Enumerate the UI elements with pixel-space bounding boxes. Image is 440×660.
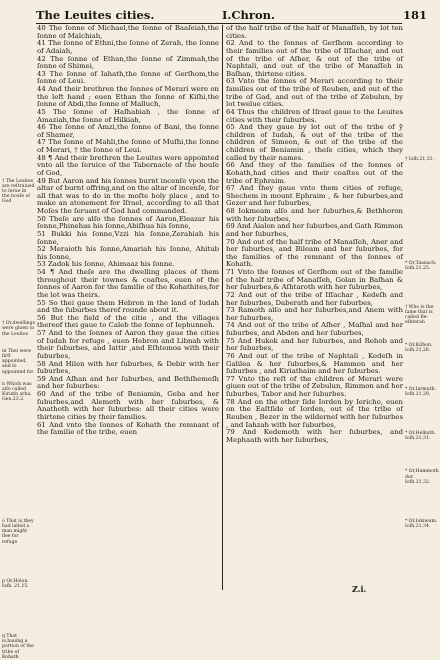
verse: 69 And Aialon and her ſuburbes,and Gath Rimmon and her ſuburbes, [226,222,403,238]
verse: 48 ¶ And their brethren the Leuites were appointed vnto all the ſeruice of the Tabernacle of the houſe of God, [37,153,219,177]
verse: 47 The ſonne of Mahli,the ſonne of Muſhi,the ſonne of Merari, † the ſonne of Leui. [37,138,219,154]
verse: 41 The ſonne of Ethni,the ſonne of Zerah, the ſonne of Adaiah, [37,39,219,55]
verse: 42 The ſonne of Ethan,the ſonne of Zimmah,the ſonne of Shimei, [37,54,219,71]
verse: 40 The ſonne of Michael,the ſonne of Baaſeiah,the ſonne of Malchiah, [37,24,219,40]
margin-note: n Which was alſo called Kiriath arba. Gen.23,2. [2,381,32,403]
right-margin-notes [405,25,439,595]
verse: 66 And they of the families of the ſonnes of Kohath,had cities and their coaſtes out of the tribe of Ephraim. [226,161,403,185]
verse: 70 And out of the half tribe of Manaſſeh, Aner and her ſuburbes, and Bileam and her ſuburbes, for the families of the remnant of the ſonnes of Kohath. [226,237,403,269]
verse: 53 Zadok his ſonne, Ahimaaz his ſonne. [37,260,175,269]
verse: 71 Vnto the ſonnes of Gerſhom out of the familie of the half tribe of Manaſſeh, Golan in Baſhan & her ſuburbes,& Aſhtaroth with her ſuburbes, [226,268,403,292]
verse: 62 And to the ſonnes of Gerſhom according to their families out of the tribe of Iſſachar, and out of the tribe of Aſher, & out of the tribe of Naphtali, and out of the tribe of Manaſſeh in Baſhan, thirtene cities. [226,39,403,78]
verse: of the half tribe of the half of Manaſſeh, by lot ten cities. [226,24,403,40]
verse: 73 Ramoth alſo and her ſuburbes,and Anem with her ſuburbes, [226,306,403,322]
margin-note: * Or,Helkath. Ioſh.21,31. [405,430,436,442]
verse: 55 So thei gaue them Hebron in the land of Iudah and the ſuburbes therof rounde about it. [37,298,219,315]
left-text-column [37,25,219,437]
margin-note: * Or,Iokneam. Ioſh.21,34. [405,518,438,529]
signature-mark: Z.i. [352,584,367,594]
verse: 57 And to the ſonnes of Aaron they gaue the cities of Iudah for refuge , euen Hebron and Libnah with their ſuburbes, and Iattir ,and Eſhtemoa with their ſuburbes, [37,329,219,360]
margin-note: m Thei were firſt appointed, and ſo appointed for [2,348,34,375]
verse: 50 Theſe are alſo the ſonnes of Aaron,Eleazar his ſonne,Phinehas his ſonne,Abiſhua his ſonne, [37,214,219,231]
margin-note: † Who is the ſame that is called Be-eſhterah [405,304,434,326]
verse: 58 And Hilen with her ſuburbes, & Debir with her ſuburbes, [37,359,219,376]
verse: 59 And Aſhan and her ſuburbes, and Bethſhemeſh and her ſuburbes: [37,374,219,391]
verse: 65 And they gaue by lot out of the tribe of ỹ children of Iudah, & out of the tribe of the children of Simeon, & out of the tribe of the children of Beniamin , theſe cities, which they called by their names. [226,123,403,162]
verse: 68 Iokmeam alſo and her ſuburbes,& Bethhoron with her ſuburbes, [226,207,403,223]
margin-note: * Or,Kiſhon. Ioſh.21,28. [405,343,433,354]
margin-note: † Ioſh.21,21. [405,156,435,162]
column-rule [222,25,223,590]
margin-note: † Or,dwellings were giuen to the Leuites [2,321,35,337]
verse: 46 The ſonne of Amzi,the ſonne of Bani, the ſonne of Shamer, [37,123,219,139]
verse: 63 Vnto the ſonnes of Merari according to their families out of the tribe of Reuben, and out of the tribe of Gad, and out of the tribe of Zebulun, by lot twelue cities. [226,77,403,109]
margin-note: * Or,Iarmuth. Ioſh.21,29. [405,387,437,398]
verse: 51 Bukki his ſonne,Vzzi his ſonne,Zerahiah his ſonne, [37,229,219,246]
verse: 45 The ſonne of Haſhabiah , the ſonne of Amaziah,the ſonne of Hilkiah, [37,107,219,124]
margin-note: * Or,Hammoth dor. Ioſh.21,32. [405,469,439,485]
margin-note: q That is,hauing a portion of the tribe of Kohath [2,633,34,660]
page-number: 181 [403,8,428,22]
verse: 78 And on the other ſide Iorden by Iericho, euen on the Eaſtſide of Iorden, out of the tribe of Reuben , Bezer in the wilderneſ with her ſuburbes , and Iahzah with her ſuburbes, [226,397,403,429]
verse: 67 And they gaue vnto them cities of refuge, Shechem in mount Ephraim , & her ſuburbes,and Gezer and her ſuburbes, [226,184,403,208]
margin-note: * Or,Taanach. Ioſh.21,25. [405,260,437,272]
verse: 43 The ſonne of Iahath,the ſonne of Gerſhom,the ſonne of Leui. [37,69,219,86]
verse: 74 And out of the tribe of Aſher , Maſhal and her ſuburbes, and Abdon and her ſuburbes, [226,321,403,337]
margin-note: o That is,they had lalled a man might flee for refuge [2,518,34,545]
verse: 56 But the field of the citie , and the villages thereof thei gaue to Caleb the ſonne of Iephunneh. [37,313,219,330]
left-margin-notes [2,25,35,660]
right-text-column [226,25,403,444]
verse: 75 And Hukok and her ſuburbes, and Rehob and her ſuburbes, [226,336,403,353]
verse: 76 And out of the tribe of Naphtali , Kedeſh in Galilea & her ſuburbes,& Hammon and her ſuburbes , and Kiriathaim and her ſuburbes. [226,351,403,376]
verse: 64 Thus the children of Iſrael gaue to the Leuites cities with their ſuburbes. [226,107,403,124]
running-head-left: The Leuites cities. [36,8,155,22]
verse: 61 And vnto the ſonnes of Kohath the remnant of the familie of the tribe, euen [37,420,219,437]
running-head-book: I.Chron. [222,8,275,22]
verse: 49 But Aaron and his ſonnes burnt incenſe vpon the altar of burnt offring,and on the altar of incenſe, for all that was to do in the moſte holy place , and to make an atonement for Iſrael, according to all that Moſes the ſeruant of God had commanded. [37,176,219,215]
verse: 60 And of the tribe of Beniamin, Geba and her ſuburbes,and Alemeth with her ſuburbes, & Anathoth with her ſuburbes: all their cities were thirtene cities by their families. [37,390,219,421]
margin-note: † The Leuites are reſtraiued to ſerue in the houſe of God [2,178,35,205]
verse: 79 And Kedemoth with her ſuburbes, and Mephaath with her ſuburbes, [226,428,403,444]
verse: 77 Vnto the reſt of the children of Merari were giuen out of the tribe of Zebulun, Rimmon and her ſuburbes, Tabor and her ſuburbes. [226,374,403,398]
verse: 52 Meraioth his ſonne,Amariah his ſonne, Ahitub his ſonne, [37,245,219,261]
verse: 44 And their brethren the ſonnes of Merari were on the left hand ; euen Ethan the ſonne of Kiſhi,the ſonne of Abdi,the ſonne of Malluch, [37,85,219,109]
verse: 72 And out of the tribe of Iſſachar , Kedeſh and her ſuburbes, Daberath and her ſuburbes, [226,290,403,307]
verse: 54 ¶ And theſe are the dwelling places of them throughout their townes & coaſtes, euen of the ſonnes of Aaron for the familie of the Kohathites,for the lot was theirs. [37,268,219,299]
margin-note: p Or,Holon. Ioſh. 21,15. [2,579,29,590]
